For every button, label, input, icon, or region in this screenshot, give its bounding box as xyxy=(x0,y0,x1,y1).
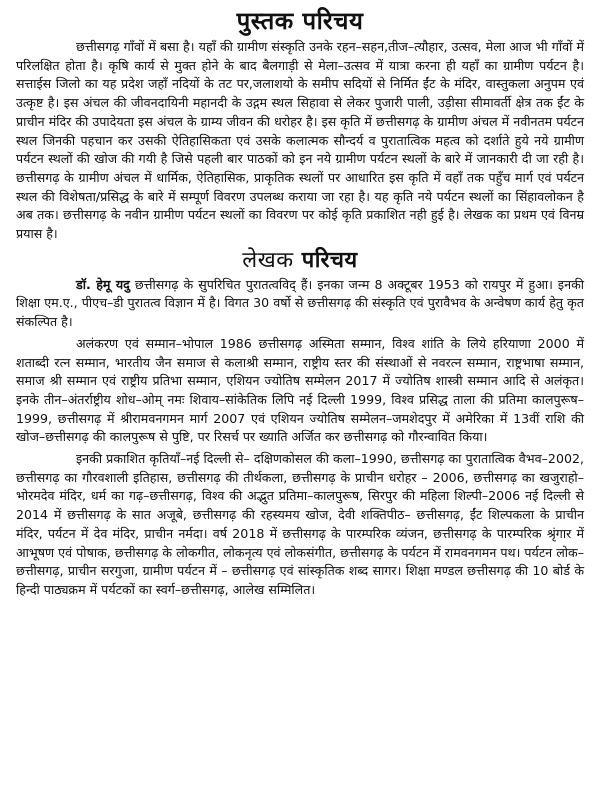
author-name: डॉ. हेमू यदु xyxy=(76,276,130,292)
author-heading-word-1: लेखक xyxy=(242,247,294,273)
book-intro-heading: पुस्तक परिचय xyxy=(236,7,364,35)
author-bio-paragraph xyxy=(16,276,584,332)
author-publications-paragraph: इनकी प्रकाशित कृतियाँ–नई दिल्ली से– दक्षिणकोसल की कला–1990, छत्तीसगढ़ का पुरातात्विक वैभव–2002, छत्तीसगढ़ का गौरवशाली इतिहास, छत्तीसगढ़ की तीर्थकला, छत्तीसगढ़ के प्राचीन धरोहर – 2006, छत्तीसगढ़ का खजुराहो–भोरमदेव मंदिर, धर्म का गढ़–छत्तीसगढ़, विश्व की अद्भुत प्रतिमा–कालपुरूष, सिरपुर की महिला शिल्पी–2006 नई दिल्ली से 2014 में छत्तीसगढ़ के सात अजूबे, छत्तीसगढ़ की रहस्यमय खोज, देवी शक्तिपीठ– छत्तीसगढ़, ईंट शिल्पकला के प्राचीन मंदिर, पर्यटन में देव मंदिर, प्राचीन नर्मदा। वर्ष 2018 में छत्तीसगढ़ के पारम्परिक व्यंजन, छत्तीसगढ़ के पारम्परिक श्रृंगार में आभूषण एवं पोषाक, छत्तीसगढ़ के लोकगीत, लोकनृत्य एवं लोकसंगीत, छत्तीसगढ़ के पर्यटन में रामवनगमन पथ। पर्यटन लोक–छत्तीसगढ़, प्राचीन सरगुजा, ग्रामीण पर्यटन में – छत्तीसगढ़ एवं सांस्कृतिक शब्द सागर। शिक्षा मण्डल छत्तीसगढ़ की 10 बोर्ड के हिन्दी पाठ्यक्रम में पर्यटकों का स्वर्ग–छत्तीसगढ़, आलेख सम्मिलित। xyxy=(16,451,584,597)
author-heading-word-2: परिचय xyxy=(301,247,358,273)
author-awards-paragraph: अलंकरण एवं सम्मान–भोपाल 1986 छत्तीसगढ़ अस्मिता सम्मान, विश्व शांति के लिये हरियाणा 2000 में शताब्दी रत्न सम्मान, भारतीय जैन समाज से कलाश्री सम्मान, राष्ट्रीय स्तर की संस्थाओं से नवरत्न सम्मान, राष्ट्रभाषा सम्मान, समाज श्री सम्मान एवं राष्ट्रीय प्रतिभा सम्मान, एशियन ज्योतिष सम्मेलन 2017 में ज्योतिष शास्त्री सम्मान आदि से अलंकृत। इनके तीन–अंतर्राष्ट्रीय शोध–ओम् नमः शिवाय–सांकेतिक लिपि नई दिल्ली 1999, विश्व प्रसिद्ध ताला की प्रतिमा कालपुरूष–1999, छत्तीसगढ़ में श्रीरामवनगमन मार्ग 2007 एवं एशियन ज्योतिष सम्मेलन–जमशेदपुर में अमेरिका में 13वीं राशि की खोज–छत्तीसगढ़ की कालपुरूष से पुष्टि, पर रिसर्च पर ख्याति अर्जित कर छत्तीसगढ़ को गौरन्वावित किया। xyxy=(16,335,584,445)
book-intro-paragraph: छत्तीसगढ़ गाँवों में बसा है। यहाँ की ग्रामीण संस्कृति उनके रहन–सहन,तीज–त्यौहार, उत्सव, मेला आज भी गाँवों में परिलक्षित होता है। कृषि कार्य से मुक्त होने के बाद बैलगाड़ी से मेला–उत्सव में यात्रा करना ही यहाँ का ग्रामीण पर्यटन है। सत्ताईस जिलो का यह प्रदेश जहाँ नदियों के तट पर,जलाशयो के समीप सदियों से निर्मित ईंट के मंदिर, वास्तुकला अनुपम एवं उत्कृष्ट है। इस अंचल की जीवनदायिनी महानदी के उद्गम स्थल सिहावा से लेकर पुजारी पाली, उड़ीसा सीमावर्ती क्षेत्र तक ईंट के प्राचीन मंदिर की उपादेयता इस अंचल के ग्राम्य जीवन की धरोहर है। इस कृति में छत्तीसगढ़ के ग्रामीण अंचल में नवीनतम पर्यटन स्थल जिनकी पहचान कर उसकी ऐतिहासिकता एवं उसके कलात्मक सौन्दर्य व पुरातात्विक महत्व को दर्शाते हुये नये ग्रामीण पर्यटन स्थलों की खोज की गयी है जिसे पहली बार पाठकों को इन नये ग्रामीण पर्यटन स्थलों के बारे में जानकारी दी जा रही है। छत्तीसगढ़ के ग्रामीण अंचल में धार्मिक, ऐतिहासिक, प्राकृतिक स्थलों पर आधारित इस कृति में वहाँ तक पहुँच मार्ग एवं पर्यटन स्थल की विशेषता/प्रसिद्ध के बारे में सम्पूर्ण विवरण उपलब्ध कराया जा रहा है। यह कृति नये पर्यटन स्थलों का सिंहावलोकन है अब तक। छत्तीसगढ़ के नवीन ग्रामीण पर्यटन स्थलों का विवरण पर कोई कृति प्रकाशित नही हुई है। लेखक का प्रथम एवं विनम्र प्रयास है। xyxy=(16,39,584,242)
author-bio-text: छत्तीसगढ़ के सुपरिचित पुरातत्वविद् हैं। इनका जन्म 8 अक्टूबर 1953 को रायपुर में हुआ। इनकी शिक्षा एम.ए., पीएच–डी पुरातत्व विज्ञान में है। विगत 30 वर्षो से छत्तीसगढ़ की संस्कृति एवं पुरावैभव के अन्वेषण कार्य हेतु कृत संकल्पित है। xyxy=(16,276,584,330)
author-intro-heading xyxy=(16,246,584,276)
